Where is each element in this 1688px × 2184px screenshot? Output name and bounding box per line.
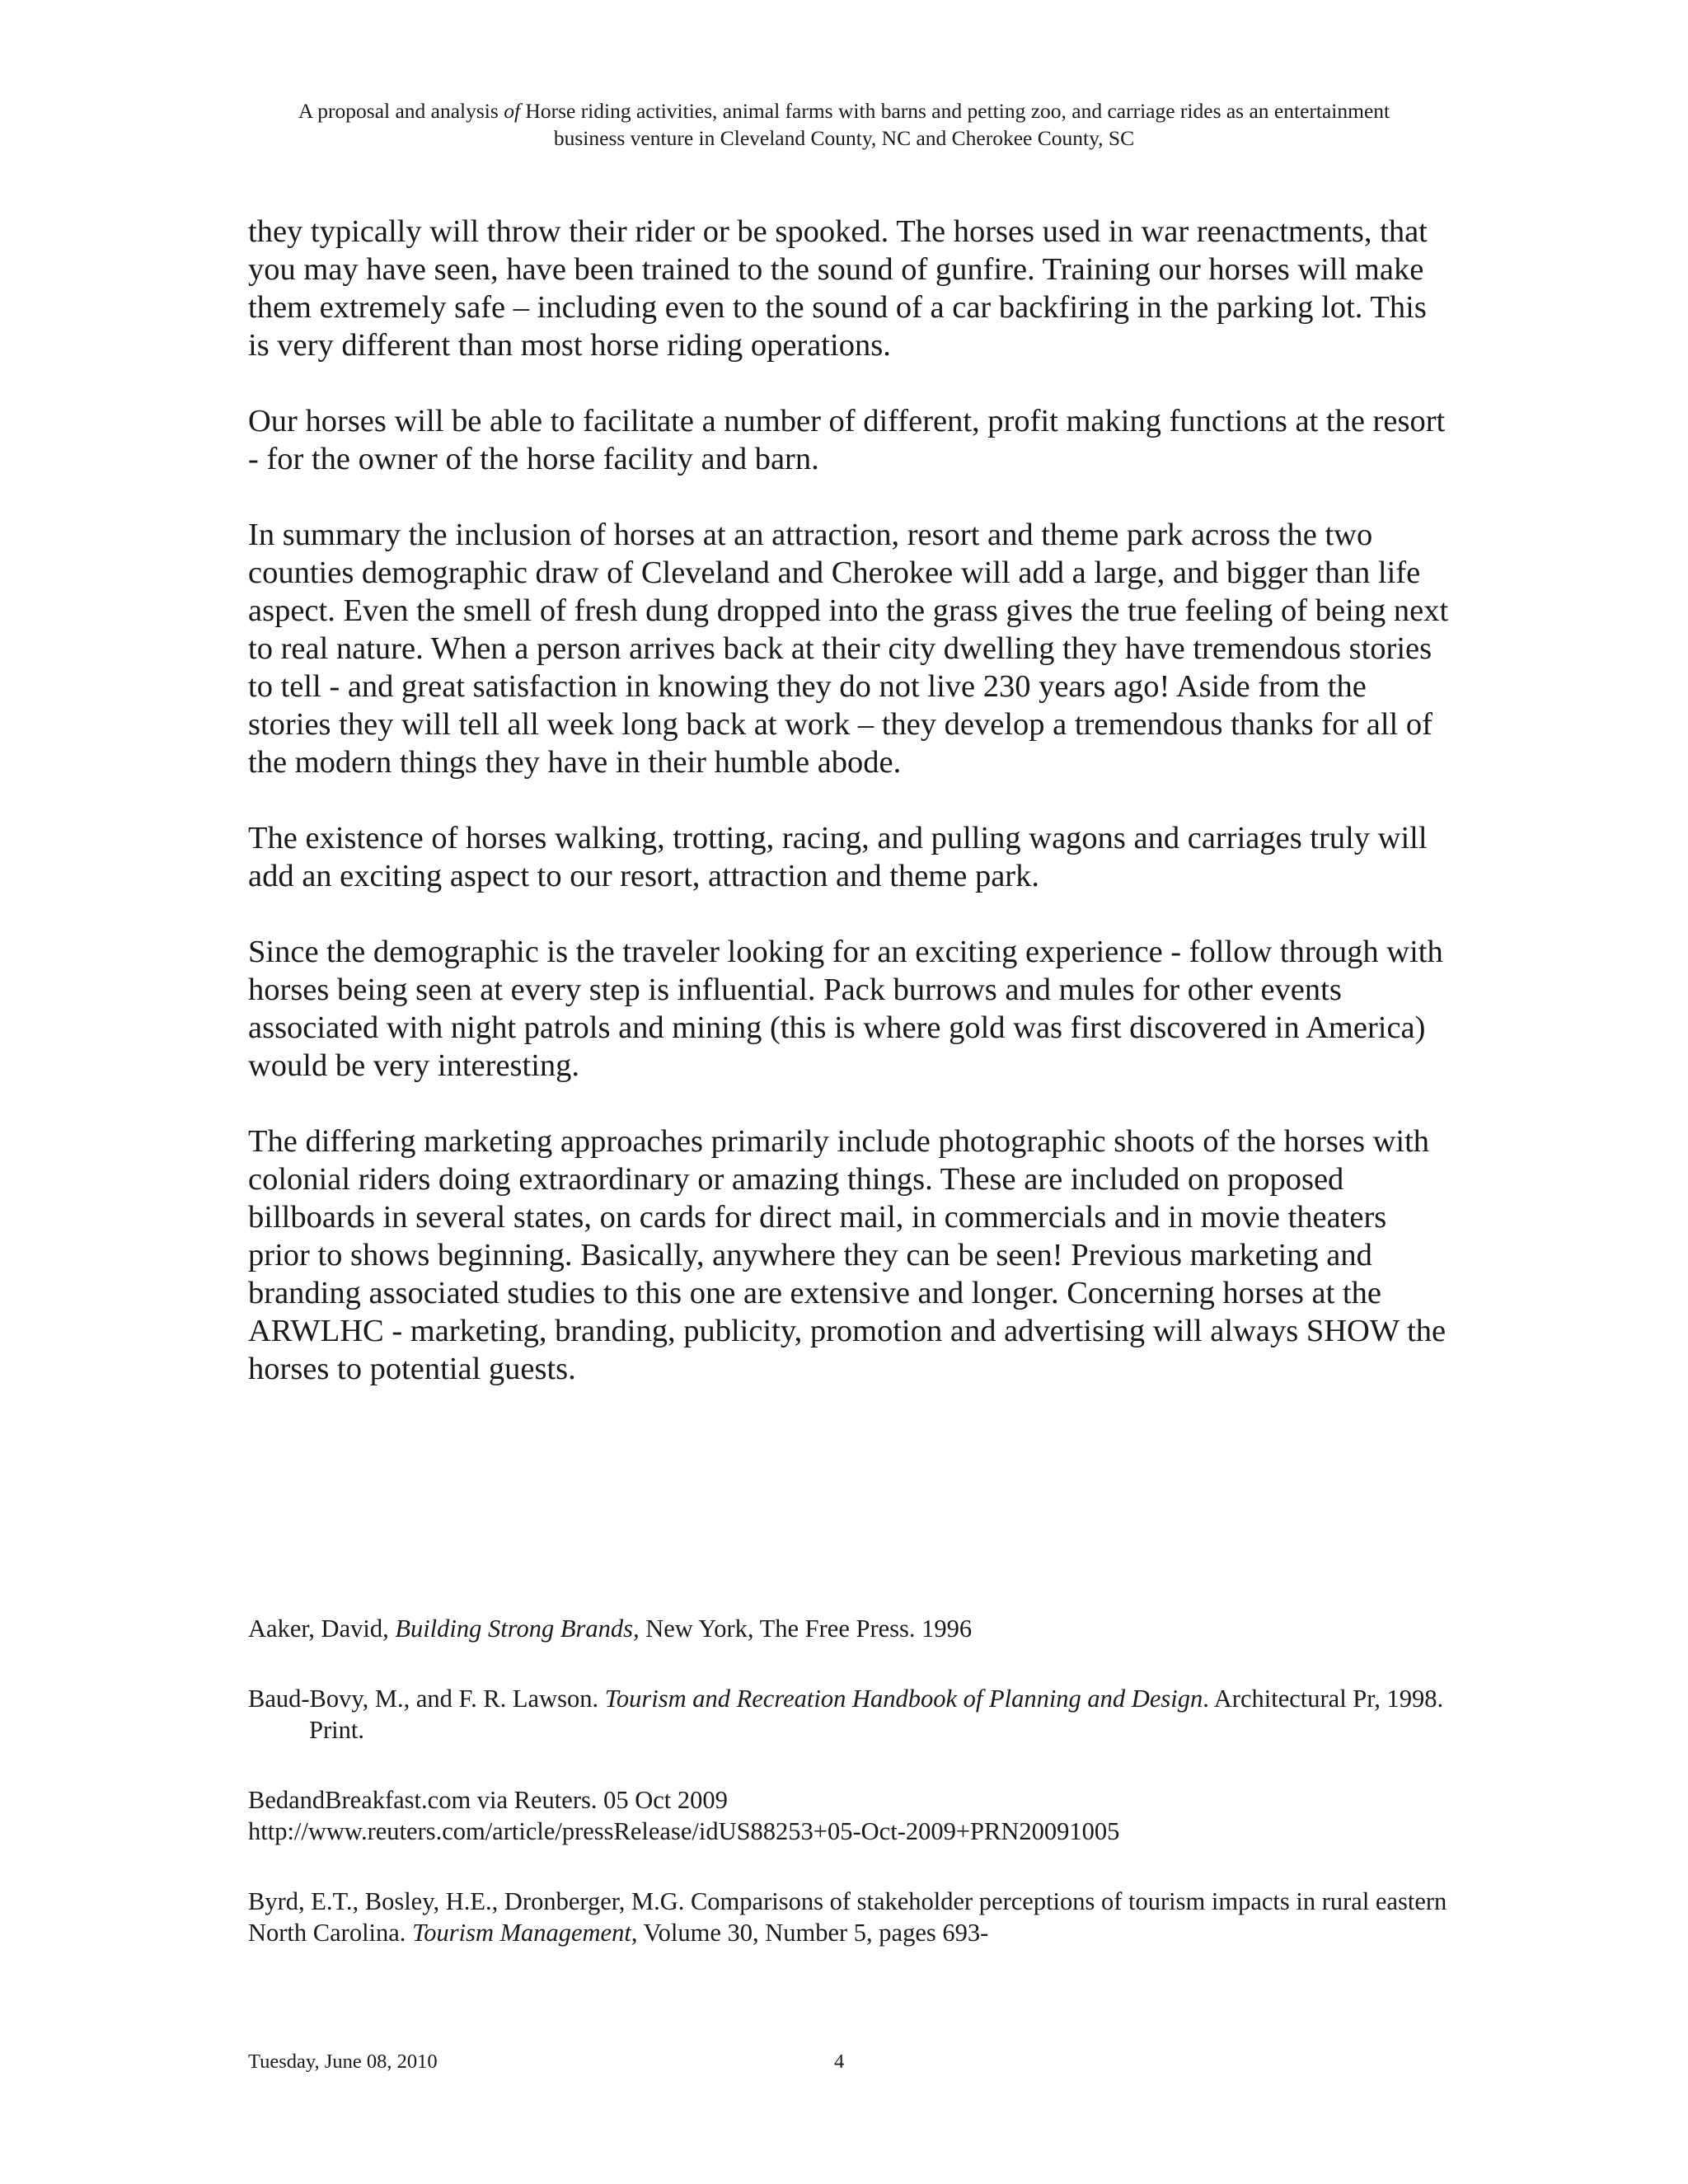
reference-aaker-author: Aaker, David, bbox=[248, 1615, 396, 1643]
header-text-1: A proposal and analysis bbox=[298, 99, 504, 123]
reference-baud-author: Baud-Bovy, M., and F. R. Lawson. bbox=[248, 1685, 605, 1713]
reference-byrd bbox=[248, 1886, 1451, 1948]
reference-aaker-rest: New York, The Free Press. 1996 bbox=[639, 1615, 973, 1643]
reference-baud-bovy bbox=[248, 1683, 1451, 1746]
reference-byrd-text: Byrd, E.T., Bosley, H.E., Dronberger, M.G. Comparisons of stakeholder perceptions of tourism impacts in rural eastern North Carolina. bbox=[248, 1887, 1447, 1947]
body-paragraph-3: In summary the inclusion of horses at an attraction, resort and theme park across the two counties demographic draw of Cleveland and Cherokee will add a large, and bigger than life aspect. Even the smell of fresh dung dropped into the grass gives the true feeling of being next to real nature. When a person arrives back at their city dwelling they have tremendous stories to tell - and great satisfaction in knowing they do not live 230 years ago! Aside from the stories they will tell all week long back at work – they develop a tremendous thanks for all of the modern things they have in their humble abode. bbox=[248, 518, 1449, 780]
body-paragraph-1: they typically will throw their rider or be spooked. The horses used in war reenactments, that you may have seen, have been trained to the sound of gunfire. Training our horses will make them extremely safe – including even to the sound of a car backfiring in the parking lot. This is very different than most horse riding operations. bbox=[248, 214, 1428, 363]
body-paragraph-6: The differing marketing approaches primarily include photographic shoots of the horses with colonial riders doing extraordinary or amazing things. These are included on proposed billboards in several states, on cards for direct mail, in commercials and in movie theaters prior to shows beginning. Basically, anywhere they can be seen! Previous marketing and branding associated studies to this one are extensive and longer. Concerning horses at the ARWLHC - marketing, branding, publicity, promotion and advertising will always SHOW the horses to potential guests. bbox=[248, 1124, 1447, 1386]
reference-byrd-journal: Tourism Management bbox=[412, 1919, 631, 1947]
header-text-2: Horse riding activities, animal farms with barns and petting zoo, and carriage rides as an entertainment bbox=[520, 99, 1390, 123]
reference-baud-rest: . Architectural Pr, 1998. Print. bbox=[309, 1685, 1444, 1744]
reference-bedandbreakfast bbox=[248, 1784, 1451, 1847]
header-italic-of: of bbox=[504, 99, 521, 123]
body-paragraph-5: Since the demographic is the traveler looking for an exciting experience - follow through with horses being seen at every step is influential. Pack burrows and mules for other events associated with night patrols and mining (this is where gold was first discovered in America) would be very interesting. bbox=[248, 935, 1443, 1083]
reference-baud-title: Tourism and Recreation Handbook of Planning and Design bbox=[604, 1685, 1203, 1713]
header-line-2: business venture in Cleveland County, NC and Cherokee County, SC bbox=[553, 126, 1135, 150]
references-list bbox=[248, 1613, 1451, 1987]
main-body bbox=[248, 213, 1451, 1426]
reference-byrd-rest: , Volume 30, Number 5, pages 693- bbox=[631, 1919, 989, 1947]
reference-bedand-line-1: BedandBreakfast.com via Reuters. 05 Oct 2009 bbox=[248, 1786, 728, 1814]
footer-date: Tuesday, June 08, 2010 bbox=[248, 2050, 438, 2073]
running-header bbox=[247, 97, 1441, 152]
reference-aaker bbox=[248, 1613, 1451, 1644]
body-paragraph-2: Our horses will be able to facilitate a number of different, profit making functions at the resort - for the owner of the horse facility and barn. bbox=[248, 404, 1446, 476]
page-number: 4 bbox=[834, 2050, 845, 2073]
reference-aaker-title: Building Strong Brands, bbox=[395, 1615, 640, 1643]
reference-bedand-url: http://www.reuters.com/article/pressRelease/idUS88253+05-Oct-2009+PRN20091005 bbox=[248, 1817, 1120, 1845]
header-line-1 bbox=[247, 97, 1441, 124]
body-paragraph-4: The existence of horses walking, trotting, racing, and pulling wagons and carriages truly will add an exciting aspect to our resort, attraction and theme park. bbox=[248, 821, 1428, 893]
